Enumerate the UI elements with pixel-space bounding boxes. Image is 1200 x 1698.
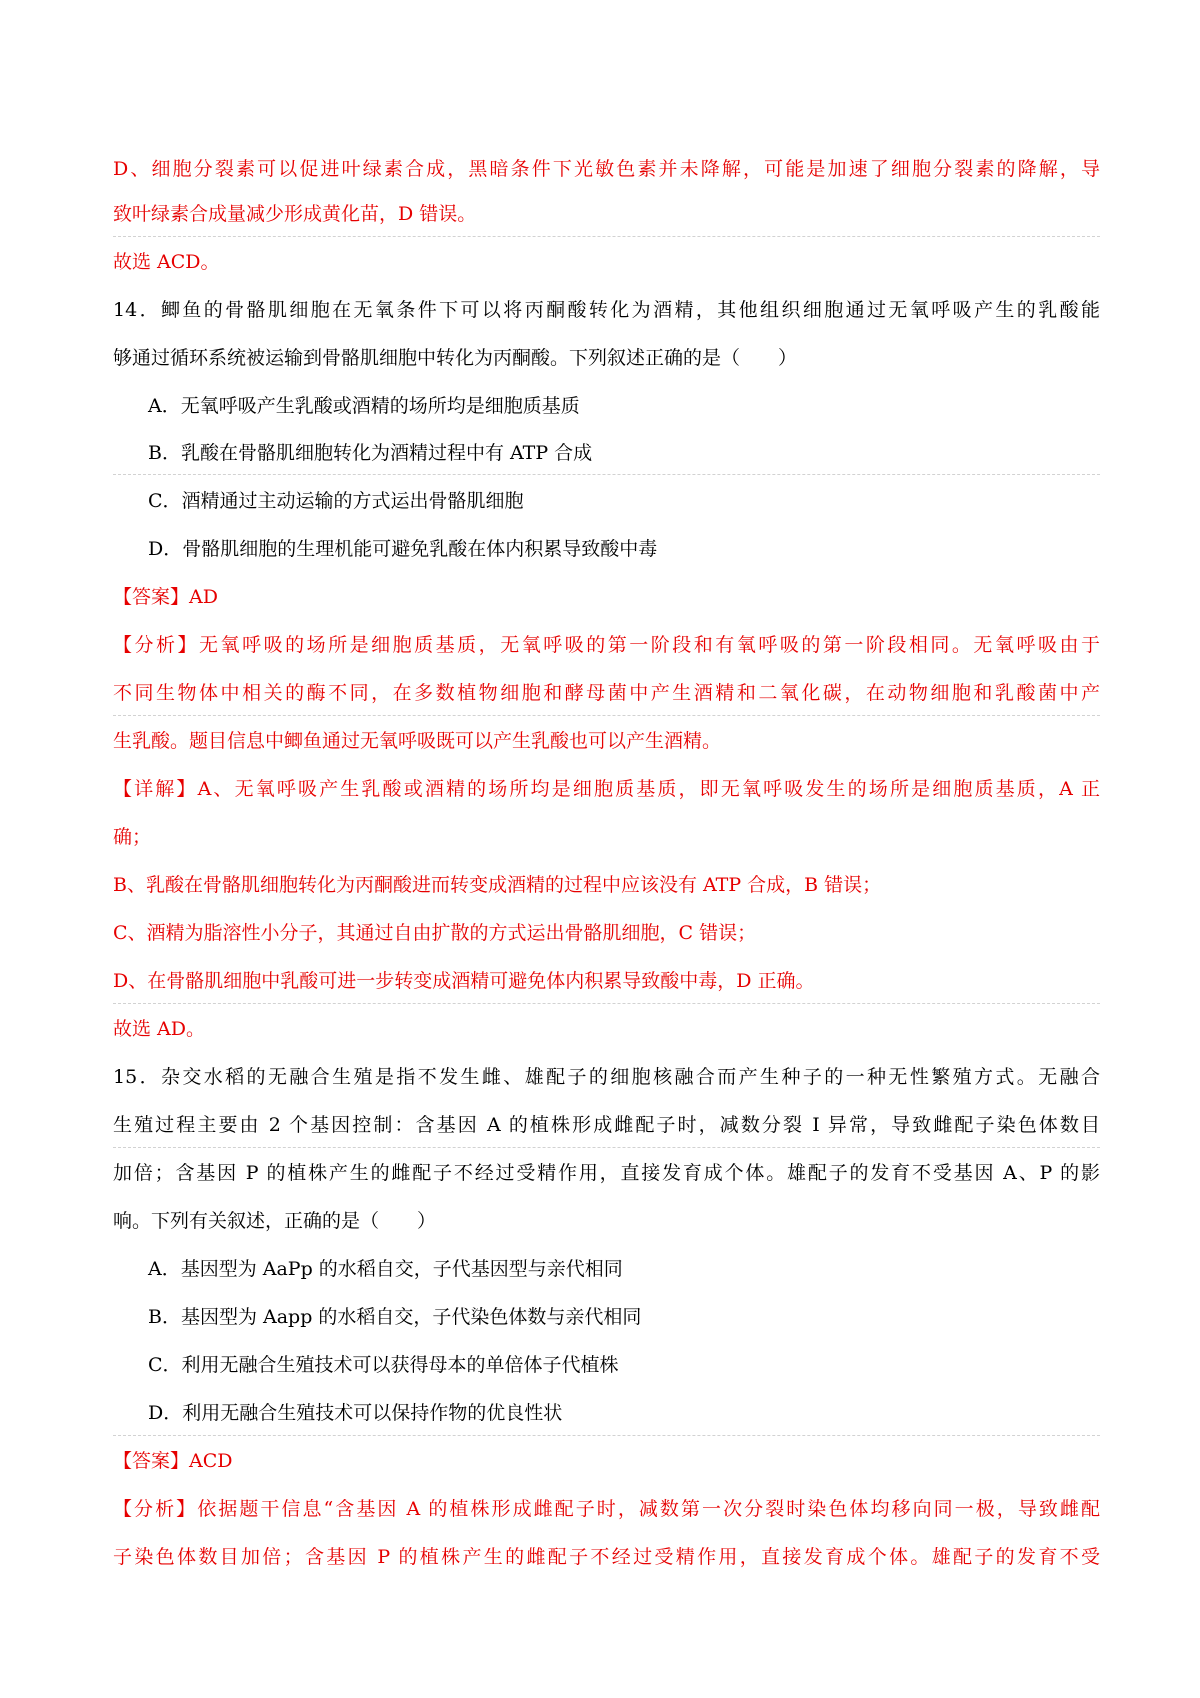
q15-stem-line2: 生殖过程主要由 2 个基因控制：含基因 A 的植株形成雌配子时，减数分裂 I 异常，导致雌配子染色体数目 — [113, 1114, 1100, 1136]
q14-option-a: A．无氧呼吸产生乳酸或酒精的场所均是细胞质基质 — [148, 395, 580, 417]
q13-option-d-line2: 致叶绿素合成量减少形成黄化苗，D 错误。 — [113, 203, 477, 225]
q15-stem-line1: 15．杂交水稻的无融合生殖是指不发生雌、雄配子的细胞核融合而产生种子的一种无性繁殖方式。无融合 — [113, 1066, 1100, 1088]
ruled-line — [113, 474, 1100, 475]
q14-detail-d: D、在骨骼肌细胞中乳酸可进一步转变成酒精可避免体内积累导致酸中毒，D 正确。 — [113, 970, 815, 992]
q15-stem-line4: 响。下列有关叙述，正确的是（ ） — [113, 1210, 437, 1232]
ruled-line — [113, 1435, 1100, 1436]
q14-option-b: B．乳酸在骨骼肌细胞转化为酒精过程中有 ATP 合成 — [148, 442, 593, 464]
q14-detail-c: C、酒精为脂溶性小分子，其通过自由扩散的方式运出骨骼肌细胞，C 错误； — [113, 922, 757, 944]
q14-detail-line1: 【详解】A、无氧呼吸产生乳酸或酒精的场所均是细胞质基质，即无氧呼吸发生的场所是细胞质基质，A 正 — [113, 778, 1100, 800]
q14-stem-line2: 够通过循环系统被运输到骨骼肌细胞中转化为丙酮酸。下列叙述正确的是（ ） — [113, 347, 798, 369]
ruled-line — [113, 715, 1100, 716]
q14-answer: 【答案】AD — [113, 586, 218, 608]
q13-option-d-line1: D、细胞分裂素可以促进叶绿素合成，黑暗条件下光敏色素并未降解，可能是加速了细胞分裂素的降解，导 — [113, 158, 1100, 180]
q14-analysis-line3: 生乳酸。题目信息中鲫鱼通过无氧呼吸既可以产生乳酸也可以产生酒精。 — [113, 730, 722, 752]
ruled-line — [113, 236, 1100, 237]
q15-analysis-line2: 子染色体数目加倍；含基因 P 的植株产生的雌配子不经过受精作用，直接发育成个体。雄配子的发育不受 — [113, 1546, 1100, 1568]
q15-option-d: D．利用无融合生殖技术可以保持作物的优良性状 — [148, 1402, 563, 1424]
q15-answer: 【答案】ACD — [113, 1450, 233, 1472]
q14-detail-line2: 确； — [113, 826, 152, 848]
ruled-line — [113, 1003, 1100, 1004]
q14-analysis-line1: 【分析】无氧呼吸的场所是细胞质基质，无氧呼吸的第一阶段和有氧呼吸的第一阶段相同。无氧呼吸由于 — [113, 634, 1100, 656]
q13-conclusion: 故选 ACD。 — [113, 251, 220, 273]
q14-option-c: C．酒精通过主动运输的方式运出骨骼肌细胞 — [148, 490, 524, 512]
q15-stem-line3: 加倍；含基因 P 的植株产生的雌配子不经过受精作用，直接发育成个体。雄配子的发育不受基因 A、P 的影 — [113, 1162, 1100, 1184]
q14-detail-b: B、乳酸在骨骼肌细胞转化为丙酮酸进而转变成酒精的过程中应该没有 ATP 合成，B 错误； — [113, 874, 882, 896]
q15-option-a: A．基因型为 AaPp 的水稻自交，子代基因型与亲代相同 — [148, 1258, 623, 1280]
q14-option-d: D．骨骼肌细胞的生理机能可避免乳酸在体内积累导致酸中毒 — [148, 538, 658, 560]
q15-option-c: C．利用无融合生殖技术可以获得母本的单倍体子代植株 — [148, 1354, 619, 1376]
q14-analysis-line2: 不同生物体中相关的酶不同，在多数植物细胞和酵母菌中产生酒精和二氧化碳，在动物细胞和乳酸菌中产 — [113, 682, 1100, 704]
q14-conclusion: 故选 AD。 — [113, 1018, 205, 1040]
q15-option-b: B．基因型为 Aapp 的水稻自交，子代染色体数与亲代相同 — [148, 1306, 642, 1328]
ruled-line — [113, 1147, 1100, 1148]
q15-analysis-line1: 【分析】依据题干信息“含基因 A 的植株形成雌配子时，减数第一次分裂时染色体均移向同一极，导致雌配 — [113, 1498, 1100, 1520]
q14-stem-line1: 14．鲫鱼的骨骼肌细胞在无氧条件下可以将丙酮酸转化为酒精，其他组织细胞通过无氧呼吸产生的乳酸能 — [113, 299, 1100, 321]
